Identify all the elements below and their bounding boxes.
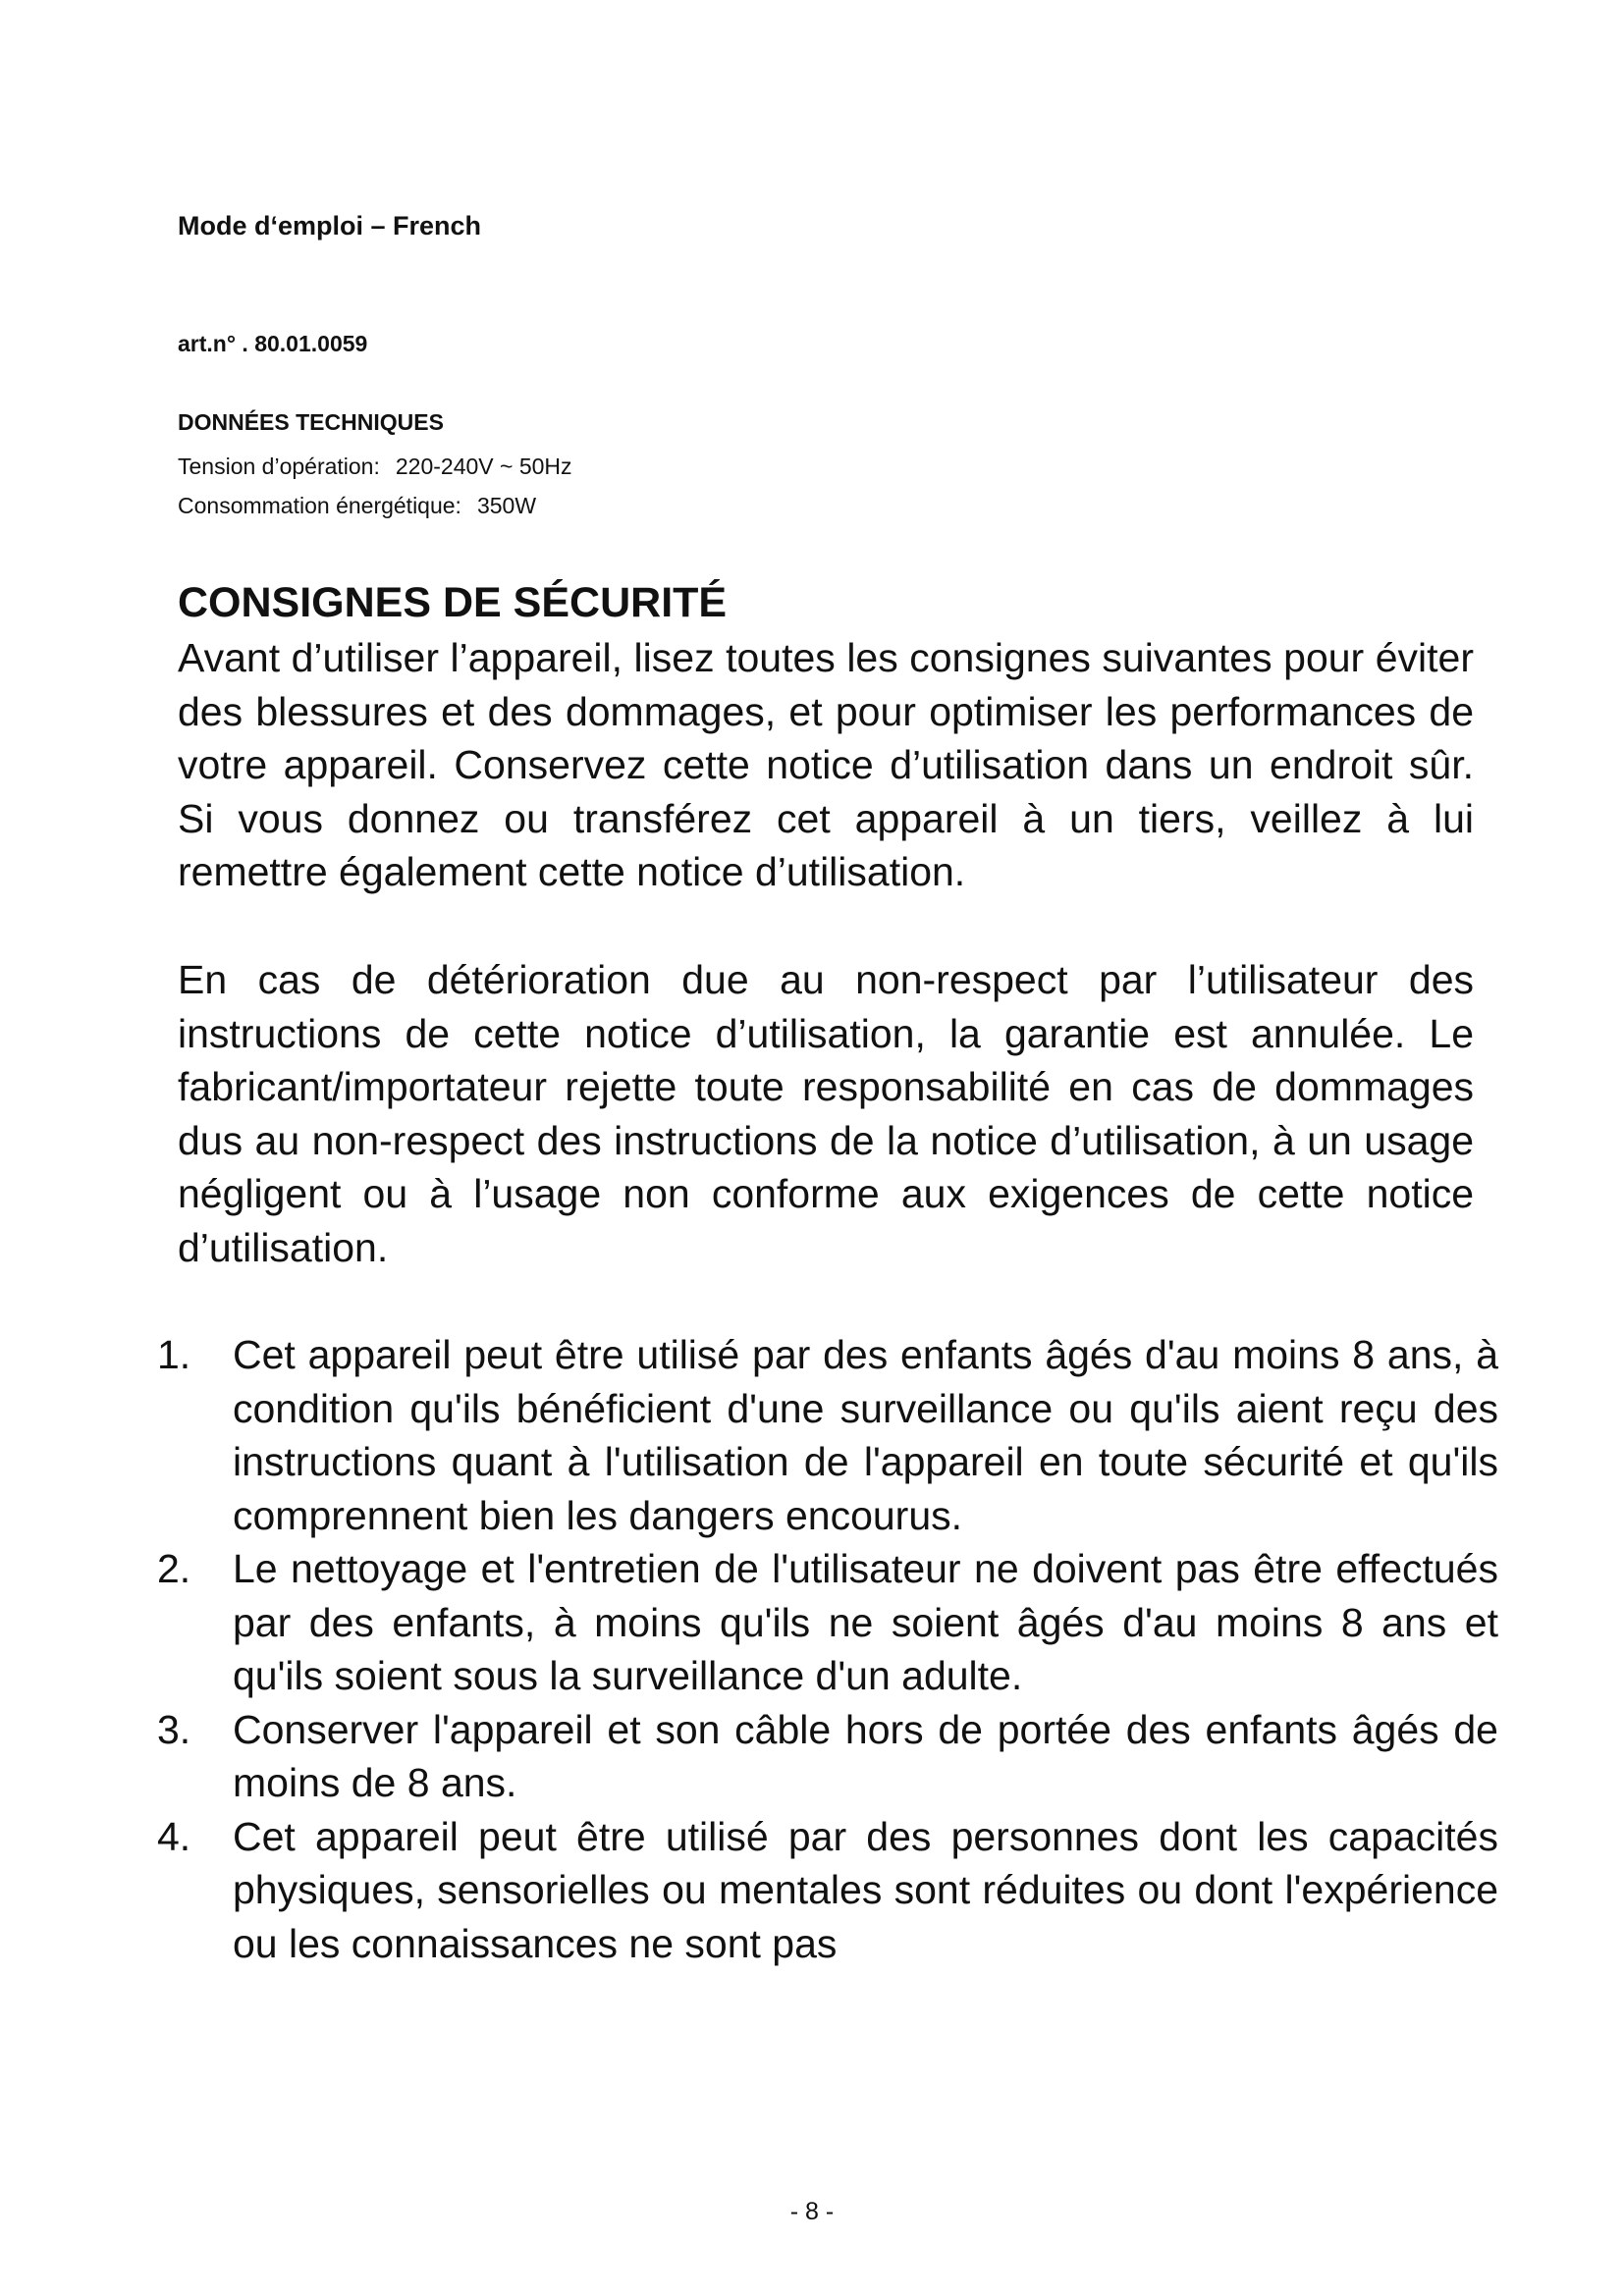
spec-label: Tension d’opération:	[178, 454, 380, 479]
warranty-paragraph: En cas de détérioration due au non-respect par l’utilisateur des instructions de cette notice d’utilisation, la garantie est annulée. Le fabricant/importateur rejette toute responsabilité en cas de dommages dus au non-respect des instructions de la notice d’utilisation, à un usage négligent ou à l’usage non conforme aux exigences de cette notice d’utilisation.	[178, 957, 1474, 1270]
page-number: - 8 -	[789, 2198, 835, 2225]
safety-heading: CONSIGNES DE SÉCURITÉ	[178, 579, 728, 626]
article-number: art.n° . 80.01.0059	[178, 331, 368, 356]
document-title: Mode d‘emploi – French	[178, 211, 482, 240]
spec-row-power	[178, 493, 536, 519]
safety-instructions-list	[157, 1328, 1498, 1970]
list-item-text: Le nettoyage et l'entretien de l'utilisateur ne doivent pas être effectués par des enfants, à moins qu'ils ne soient âgés d'au moins 8 ans et qu'ils soient sous la surveillance d'un adulte.	[233, 1546, 1498, 1698]
list-item	[157, 1328, 1498, 1542]
list-item-number: 1.	[157, 1332, 191, 1377]
spec-value: 220-240V ~ 50Hz	[395, 454, 572, 479]
list-item-text: Cet appareil peut être utilisé par des enfants âgés d'au moins 8 ans, à condition qu'ils bénéficient d'une surveillance ou qu'ils aient reçu des instructions quant à l'utilisation de l'appareil en toute sécurité et qu'ils comprennent bien les dangers encourus.	[233, 1332, 1498, 1538]
spec-row-voltage	[178, 454, 572, 480]
list-item	[157, 1810, 1498, 1971]
spec-value: 350W	[476, 493, 537, 518]
list-item-text: Conserver l'appareil et son câble hors de portée des enfants âgés de moins de 8 ans.	[233, 1706, 1498, 1805]
list-item-number: 2.	[157, 1546, 191, 1591]
technical-data-heading: DONNÉES TECHNIQUES	[178, 409, 444, 435]
list-item-text: Cet appareil peut être utilisé par des personnes dont les capacités physiques, sensorielles ou mentales sont réduites ou dont l'expérience ou les connaissances ne sont pas	[233, 1813, 1498, 1966]
list-item-number: 3.	[157, 1706, 191, 1752]
list-item	[157, 1703, 1498, 1810]
spec-label: Consommation énergétique:	[178, 493, 461, 518]
list-item-number: 4.	[157, 1813, 191, 1859]
list-item	[157, 1542, 1498, 1703]
safety-intro-paragraph: Avant d’utiliser l’appareil, lisez toutes les consignes suivantes pour éviter des blessures et des dommages, et pour optimiser les performances de votre appareil. Conservez cette notice d’utilisation dans un endroit sûr. Si vous donnez ou transférez cet appareil à un tiers, veillez à lui remettre également cette notice d’utilisation.	[178, 635, 1474, 894]
